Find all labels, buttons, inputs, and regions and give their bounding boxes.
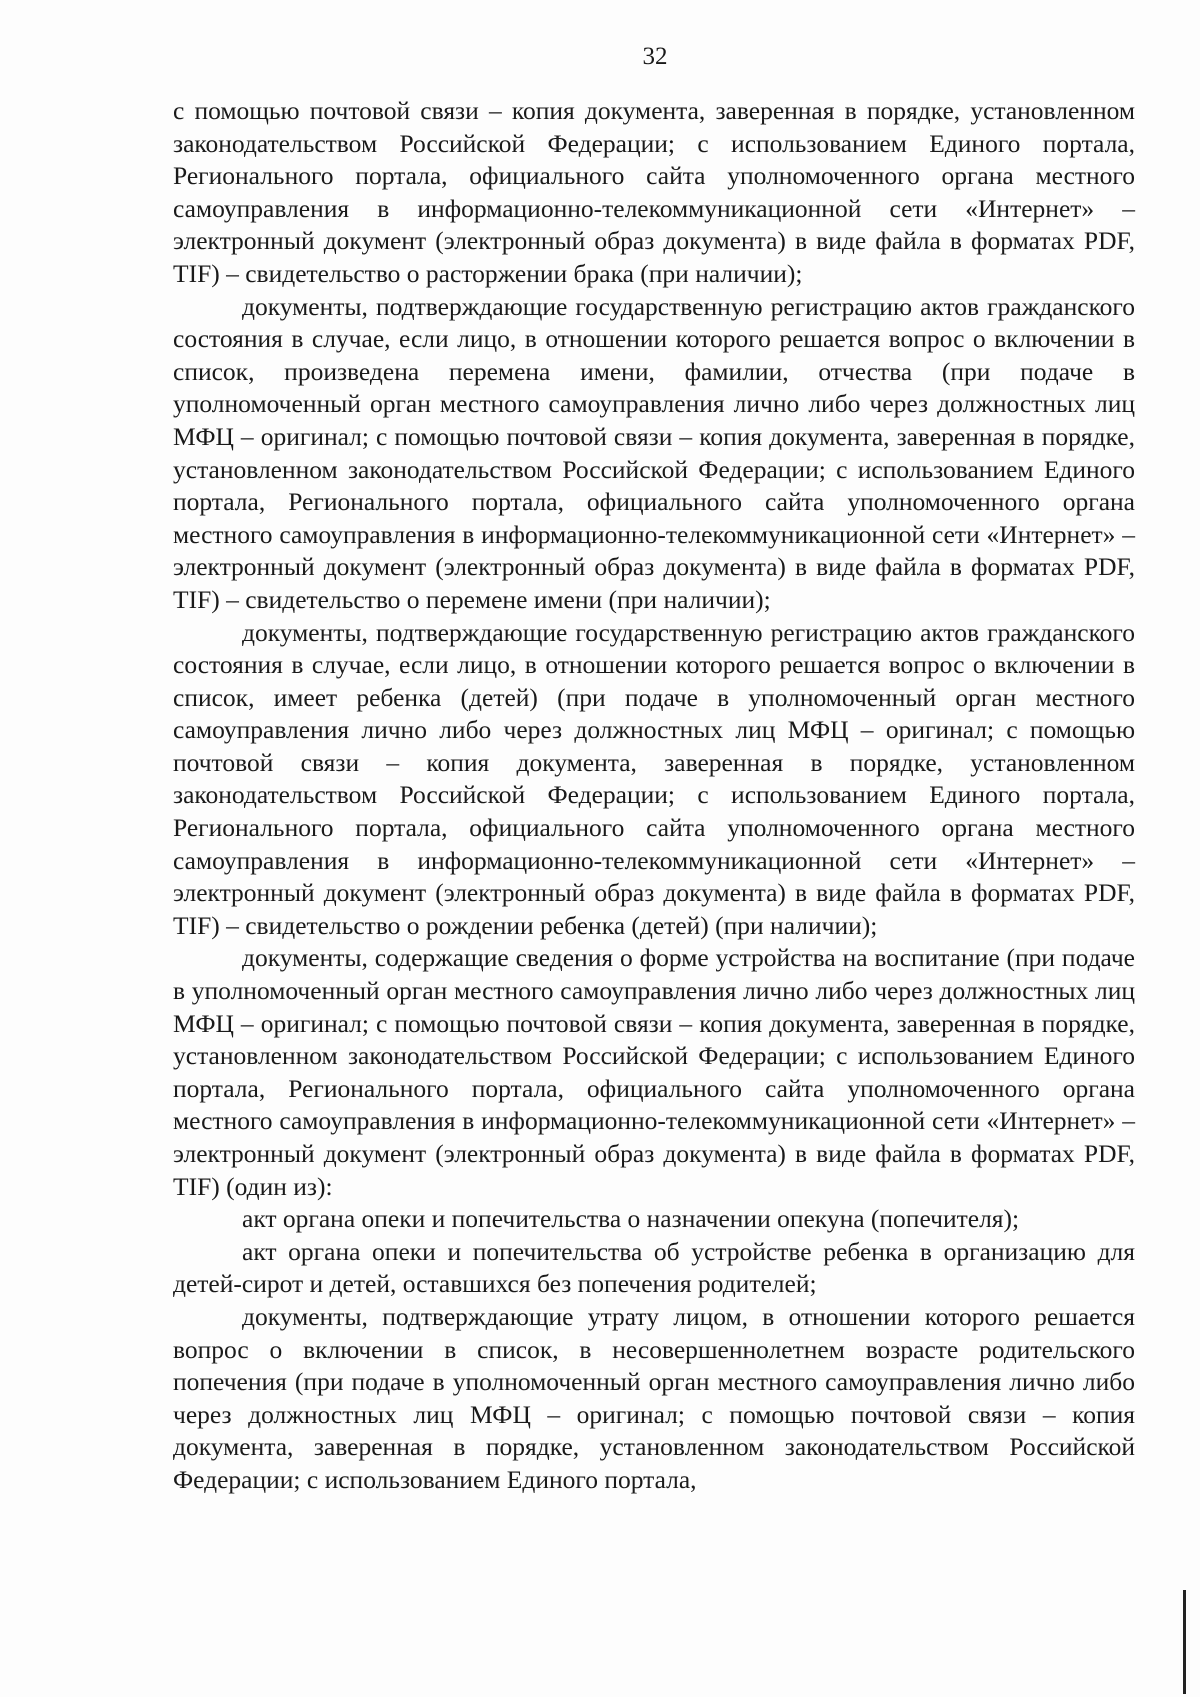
paragraph-3: документы, подтверждающие государственную регистрацию актов гражданского состояния в случае, если лицо, в отношении которого решается вопрос о включении в список, имеет ребенка (детей) (при подаче в уполномоченный орган местного самоуправления лично либо через должностных лиц МФЦ – оригинал; с помощью почтовой связи – копия документа, заверенная в порядке, установленном законодательством Российской Федерации; с использованием Единого портала, Регионального портала, официального сайта уполномоченного органа местного самоуправления в информационно-телекоммуникационной сети «Интернет» – электронный документ (электронный образ документа) в виде файла в форматах PDF, TIF) – свидетельство о рождении ребенка (детей) (при наличии);: [173, 617, 1135, 940]
page-number: 32: [642, 43, 668, 70]
paragraph-1: с помощью почтовой связи – копия документа, заверенная в порядке, установленном законодательством Российской Федерации; с использованием Единого портала, Регионального портала, официального сайта уполномоченного органа местного самоуправления в информационно-телекоммуникационной сети «Интернет» – электронный документ (электронный образ документа) в виде файла в форматах PDF, TIF) – свидетельство о расторжении брака (при наличии);: [173, 96, 1135, 288]
paragraph-5: акт органа опеки и попечительства о назначении опекуна (попечителя);: [242, 1204, 1020, 1234]
paragraph-4: документы, содержащие сведения о форме устройства на воспитание (при подаче в уполномоченный орган местного самоуправления лично либо через должностных лиц МФЦ – оригинал; с помощью почтовой связи – копия документа, заверенная в порядке, установленном законодательством Российской Федерации; с использованием Единого портала, Регионального портала, официального сайта уполномоченного органа местного самоуправления в информационно-телекоммуникационной сети «Интернет» – электронный документ (электронный образ документа) в виде файла в форматах PDF, TIF) (один из):: [173, 943, 1135, 1201]
body-text: [173, 95, 1135, 1497]
scan-edge-mark: [1183, 1590, 1186, 1694]
paragraph-6: акт органа опеки и попечительства об устройстве ребенка в организацию для детей-сирот и детей, оставшихся без попечения родителей;: [173, 1236, 1135, 1299]
paragraph-7: документы, подтверждающие утрату лицом, в отношении которого решается вопрос о включении в список, в несовершеннолетнем возрасте родительского попечения (при подаче в уполномоченный орган местного самоуправления лично либо через должностных лиц МФЦ – оригинал; с помощью почтовой связи – копия документа, заверенная в порядке, установленном законодательством Российской Федерации; с использованием Единого портала,: [173, 1301, 1135, 1494]
paragraph-2: документы, подтверждающие государственную регистрацию актов гражданского состояния в случае, если лицо, в отношении которого решается вопрос о включении в список, произведена перемена имени, фамилии, отчества (при подаче в уполномоченный орган местного самоуправления лично либо через должностных лиц МФЦ – оригинал; с помощью почтовой связи – копия документа, заверенная в порядке, установленном законодательством Российской Федерации; с использованием Единого портала, Регионального портала, официального сайта уполномоченного органа местного самоуправления в информационно-телекоммуникационной сети «Интернет» – электронный документ (электронный образ документа) в виде файла в форматах PDF, TIF) – свидетельство о перемене имени (при наличии);: [173, 291, 1135, 614]
